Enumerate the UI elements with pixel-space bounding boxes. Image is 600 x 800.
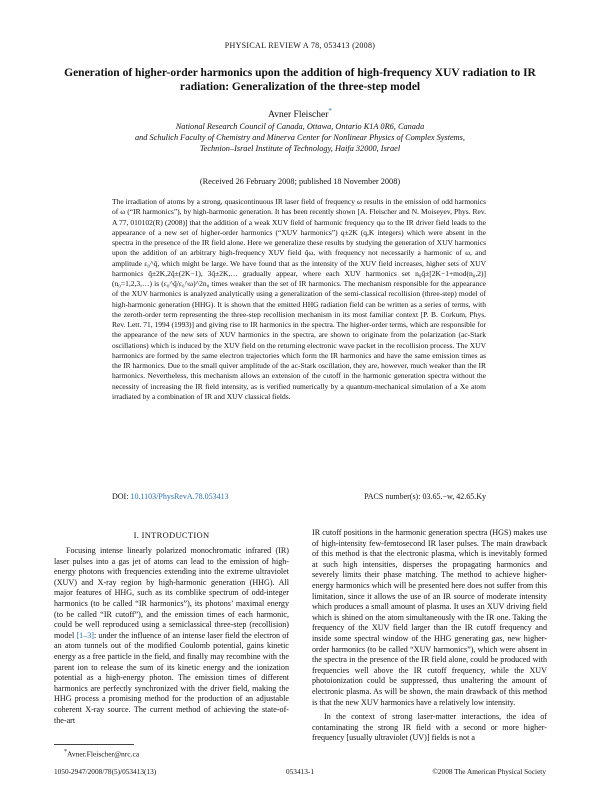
paper-title: Generation of higher-order harmonics upon the addition of high-frequency XUV radiation to IR radiation: Generalization of the three-step model (64, 67, 536, 93)
abstract: The irradiation of atoms by a strong, quasicontinuous IR laser field of frequency ω results in the emission of odd harmonics of ω (“IR harmonics”), by high-harmonic generation. It has been recently shown [A. Fleischer and N. Moiseyev, Phys. Rev. A 77, 010102(R) (2008)] that the addition of a weak XUV field of harmonic frequency qω to the IR driver field leads to the appearance of a new set of higher-order harmonics (“XUV harmonics”) q±2K (q,K integers) which were absent in the spectra in the presence of the IR field alone. Here we generalize these results by studying the generation of XUV harmonics upon the addition of an arbitrary high-frequency XUV field q̃ω, with frequency not necessarily a harmonic of ω, and amplitude ε₀^q̃, which might be large. We have found that as the intensity of the XUV field increases, higher sets of XUV harmonics q̃±2K,2q̃±(2K−1), 3q̃±2K,… gradually appear, where each XUV harmonics set n₀q̃±[2K−1+mod(n₀,2)] (n₀=1,2,3,…) is (ε₀^q̃/ε₀^ω)^2n₀ times weaker than the set of IR harmonics. The mechanism responsible for the appearance of the XUV harmonics is analyzed analytically using a generalization of the semi-classical recollision (three-step) model of high-harmonic generation (HHG). It is shown that the emitted HHG radiation field can be written as a series of terms, with the zeroth-order term representing the three-step recollision mechanism in its most familiar context [P. B. Corkum, Phys. Rev. Lett. 71, 1994 (1993)] and giving rise to IR harmonics in the spectra. The higher-order terms, which are responsible for the appearance of the new sets of XUV harmonics in the spectra, are shown to originate from the polarization (ac-Stark oscillations) which is induced by the XUV field on the returning electronic wave packet in the recollision process. The XUV harmonics are formed by the same electron trajectories which form the IR harmonics and have the same emission times as the IR harmonics. Due to the small quiver amplitude of the ac-Stark oscillation, they are, however, much weaker than the IR harmonics. Nevertheless, this mechanism allows an extension of the cutoff in the harmonic generation spectra without the necessity of increasing the IR field intensity, as is verified numerically by a quantum-mechanical simulation of a Xe atom irradiated by a combination of IR and XUV classical fields. (112, 197, 486, 401)
footnote-mark: * (64, 749, 67, 755)
received-dates: (Received 26 February 2008; published 18 November 2008) (199, 177, 401, 186)
citation-link[interactable]: [1–3] (76, 630, 94, 640)
footer-copyright: ©2008 The American Physical Society (432, 767, 546, 776)
journal-header: PHYSICAL REVIEW A 78, 053413 (2008) (224, 41, 376, 50)
doi-line (112, 492, 229, 501)
footnote (64, 749, 139, 759)
footer-page-number: 053413-1 (286, 767, 314, 776)
author-footnote-mark[interactable]: * (328, 107, 332, 115)
body-column-right (312, 528, 547, 744)
affiliation-line: National Research Council of Canada, Ottawa, Ontario K1A 0R6, Canada (175, 122, 425, 131)
affiliations (60, 121, 540, 155)
doi-link[interactable]: 10.1103/PhysRevA.78.053413 (130, 492, 229, 501)
footer-issn: 1050-2947/2008/78(5)/053413(13) (54, 767, 157, 776)
author-line (0, 107, 600, 120)
paragraph-text: : under the influence of an intense laser field the electron of an atom tunnels out of the modified Coulomb potential, gains kinetic energy as a free particle in the field, and finally may recombine with the parent ion to release the sum of its kinetic energy and the ionization potential as a high-energy photon. The emission times of different harmonics are perfectly synchronized with the driver field, making the HHG process a promising method for the production of an adjustable coherent X-ray source. The current method of achieving the state-of-the-art (54, 630, 289, 725)
doi-label: DOI: (112, 492, 129, 501)
affiliation-line: Technion–Israel Institute of Technology, Haifa 32000, Israel (199, 144, 401, 154)
section-heading: I. INTRODUCTION (133, 530, 210, 540)
affiliation-line: and Schulich Faculty of Chemistry and Minerva Center for Nonlinear Physics of Complex Systems, (135, 133, 465, 143)
paragraph: In the context of strong laser-matter interactions, the idea of contaminating the strong IR field with a second or more higher-frequency [usually ultraviolet (UV)] fields is not a (312, 712, 547, 743)
paragraph (54, 546, 289, 726)
pacs-numbers: PACS number(s): 03.65.−w, 42.65.Ky (364, 492, 486, 501)
author-name: Avner Fleischer (268, 110, 329, 121)
email-address[interactable]: Avner.Fleischer@nrc.ca (67, 749, 140, 759)
body-column-left (54, 546, 289, 726)
footnote-rule (54, 744, 134, 745)
paragraph: IR cutoff positions in the harmonic generation spectra (HGS) makes use of high-intensity few-femtosecond IR laser pulses. The main drawback of this method is that the electronic plasma, which is inevitably formed at such high intensities, disperses the propagating harmonics and severely limits their phase matching. The method to achieve higher-energy harmonics which will be presented here does not suffer from this limitation, since it allows the use of an IR source of moderate intensity which produces a small amount of plasma. It uses an XUV driving field which is shined on the atom simultaneously with the IR one. Taking the frequency of the XUV field larger than the IR cutoff frequency and inside some spectral window of the HHG generating gas, new higher-order harmonics (to be called “XUV harmonics”), which were absent in the spectra in the presence of the IR field alone, could be produced with frequencies well above the IR cutoff frequency, while the XUV photoionization could be suppressed, thus unaltering the amount of electronic plasma. As will be shown, the main drawback of this method is that the new XUV harmonics have a relatively low intensity. (312, 528, 547, 707)
paragraph-text: Focusing intense linearly polarized monochromatic infrared (IR) laser pulses into a gas jet of atoms can lead to the emission of high-energy photons with frequencies extending into the extreme ultraviolet (XUV) and X-ray region by high-harmonic generation (HHG). All major features of HHG, such as its comblike spectrum of odd-integer harmonics (to be called “IR harmonics”), its photons’ maximal energy (to be called “IR cutoff”), and the emission times of each harmonic, could be well reproduced using a semiclassical three-step (recollision) model (54, 546, 289, 640)
